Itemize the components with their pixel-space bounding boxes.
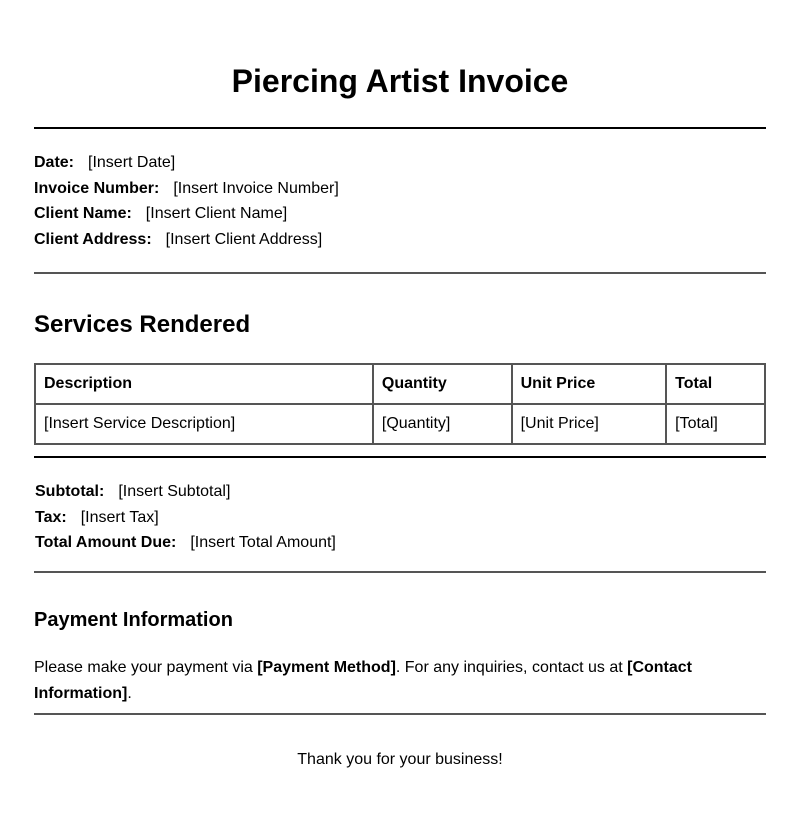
column-header-description: Description: [35, 364, 373, 404]
summary-value: [Insert Subtotal]: [118, 483, 231, 500]
divider: [34, 272, 766, 274]
summary-subtotal: [35, 482, 230, 502]
column-header-total: Total: [666, 364, 765, 404]
cell-description: [Insert Service Description]: [35, 404, 373, 444]
services-heading: Services Rendered: [34, 311, 251, 338]
summary-total-due: [35, 533, 336, 553]
payment-method: [Payment Method]: [257, 659, 396, 676]
column-header-quantity: Quantity: [373, 364, 512, 404]
summary-value: [Insert Total Amount]: [190, 534, 336, 551]
column-header-unit-price: Unit Price: [512, 364, 667, 404]
divider: [34, 456, 766, 458]
summary-label: Total Amount Due:: [35, 534, 177, 551]
services-table: [34, 363, 766, 445]
detail-date: [34, 153, 175, 173]
invoice-title: Piercing Artist Invoice: [231, 63, 569, 99]
detail-label: Date:: [34, 154, 75, 171]
footer-thanks: Thank you for your business!: [297, 751, 503, 768]
cell-quantity: [Quantity]: [373, 404, 512, 444]
detail-label: Client Name:: [34, 205, 132, 222]
detail-value: [Insert Client Name]: [145, 205, 288, 222]
table-header-row: [35, 364, 765, 404]
detail-value: [Insert Date]: [88, 154, 176, 171]
payment-heading: Payment Information: [34, 609, 233, 631]
cell-unit-price: [Unit Price]: [512, 404, 667, 444]
payment-text: .: [127, 685, 132, 702]
divider: [34, 127, 766, 129]
payment-paragraph: [34, 655, 734, 707]
divider: [34, 571, 766, 573]
detail-label: Client Address:: [34, 231, 152, 248]
divider: [34, 713, 766, 715]
summary-tax: [35, 508, 159, 528]
payment-text: Please make your payment via: [34, 659, 258, 676]
contact-information: [Contact Information]: [34, 659, 692, 702]
cell-total: [Total]: [666, 404, 765, 444]
detail-client-address: [34, 230, 322, 250]
table-row: [35, 404, 765, 444]
detail-client-name: [34, 204, 287, 224]
detail-invoice-number: [34, 179, 339, 199]
summary-label: Tax:: [35, 509, 67, 526]
payment-text: . For any inquiries, contact us at: [395, 659, 628, 676]
detail-value: [Insert Client Address]: [165, 231, 323, 248]
detail-label: Invoice Number:: [34, 180, 160, 197]
detail-value: [Insert Invoice Number]: [173, 180, 339, 197]
summary-value: [Insert Tax]: [80, 509, 159, 526]
summary-label: Subtotal:: [35, 483, 105, 500]
